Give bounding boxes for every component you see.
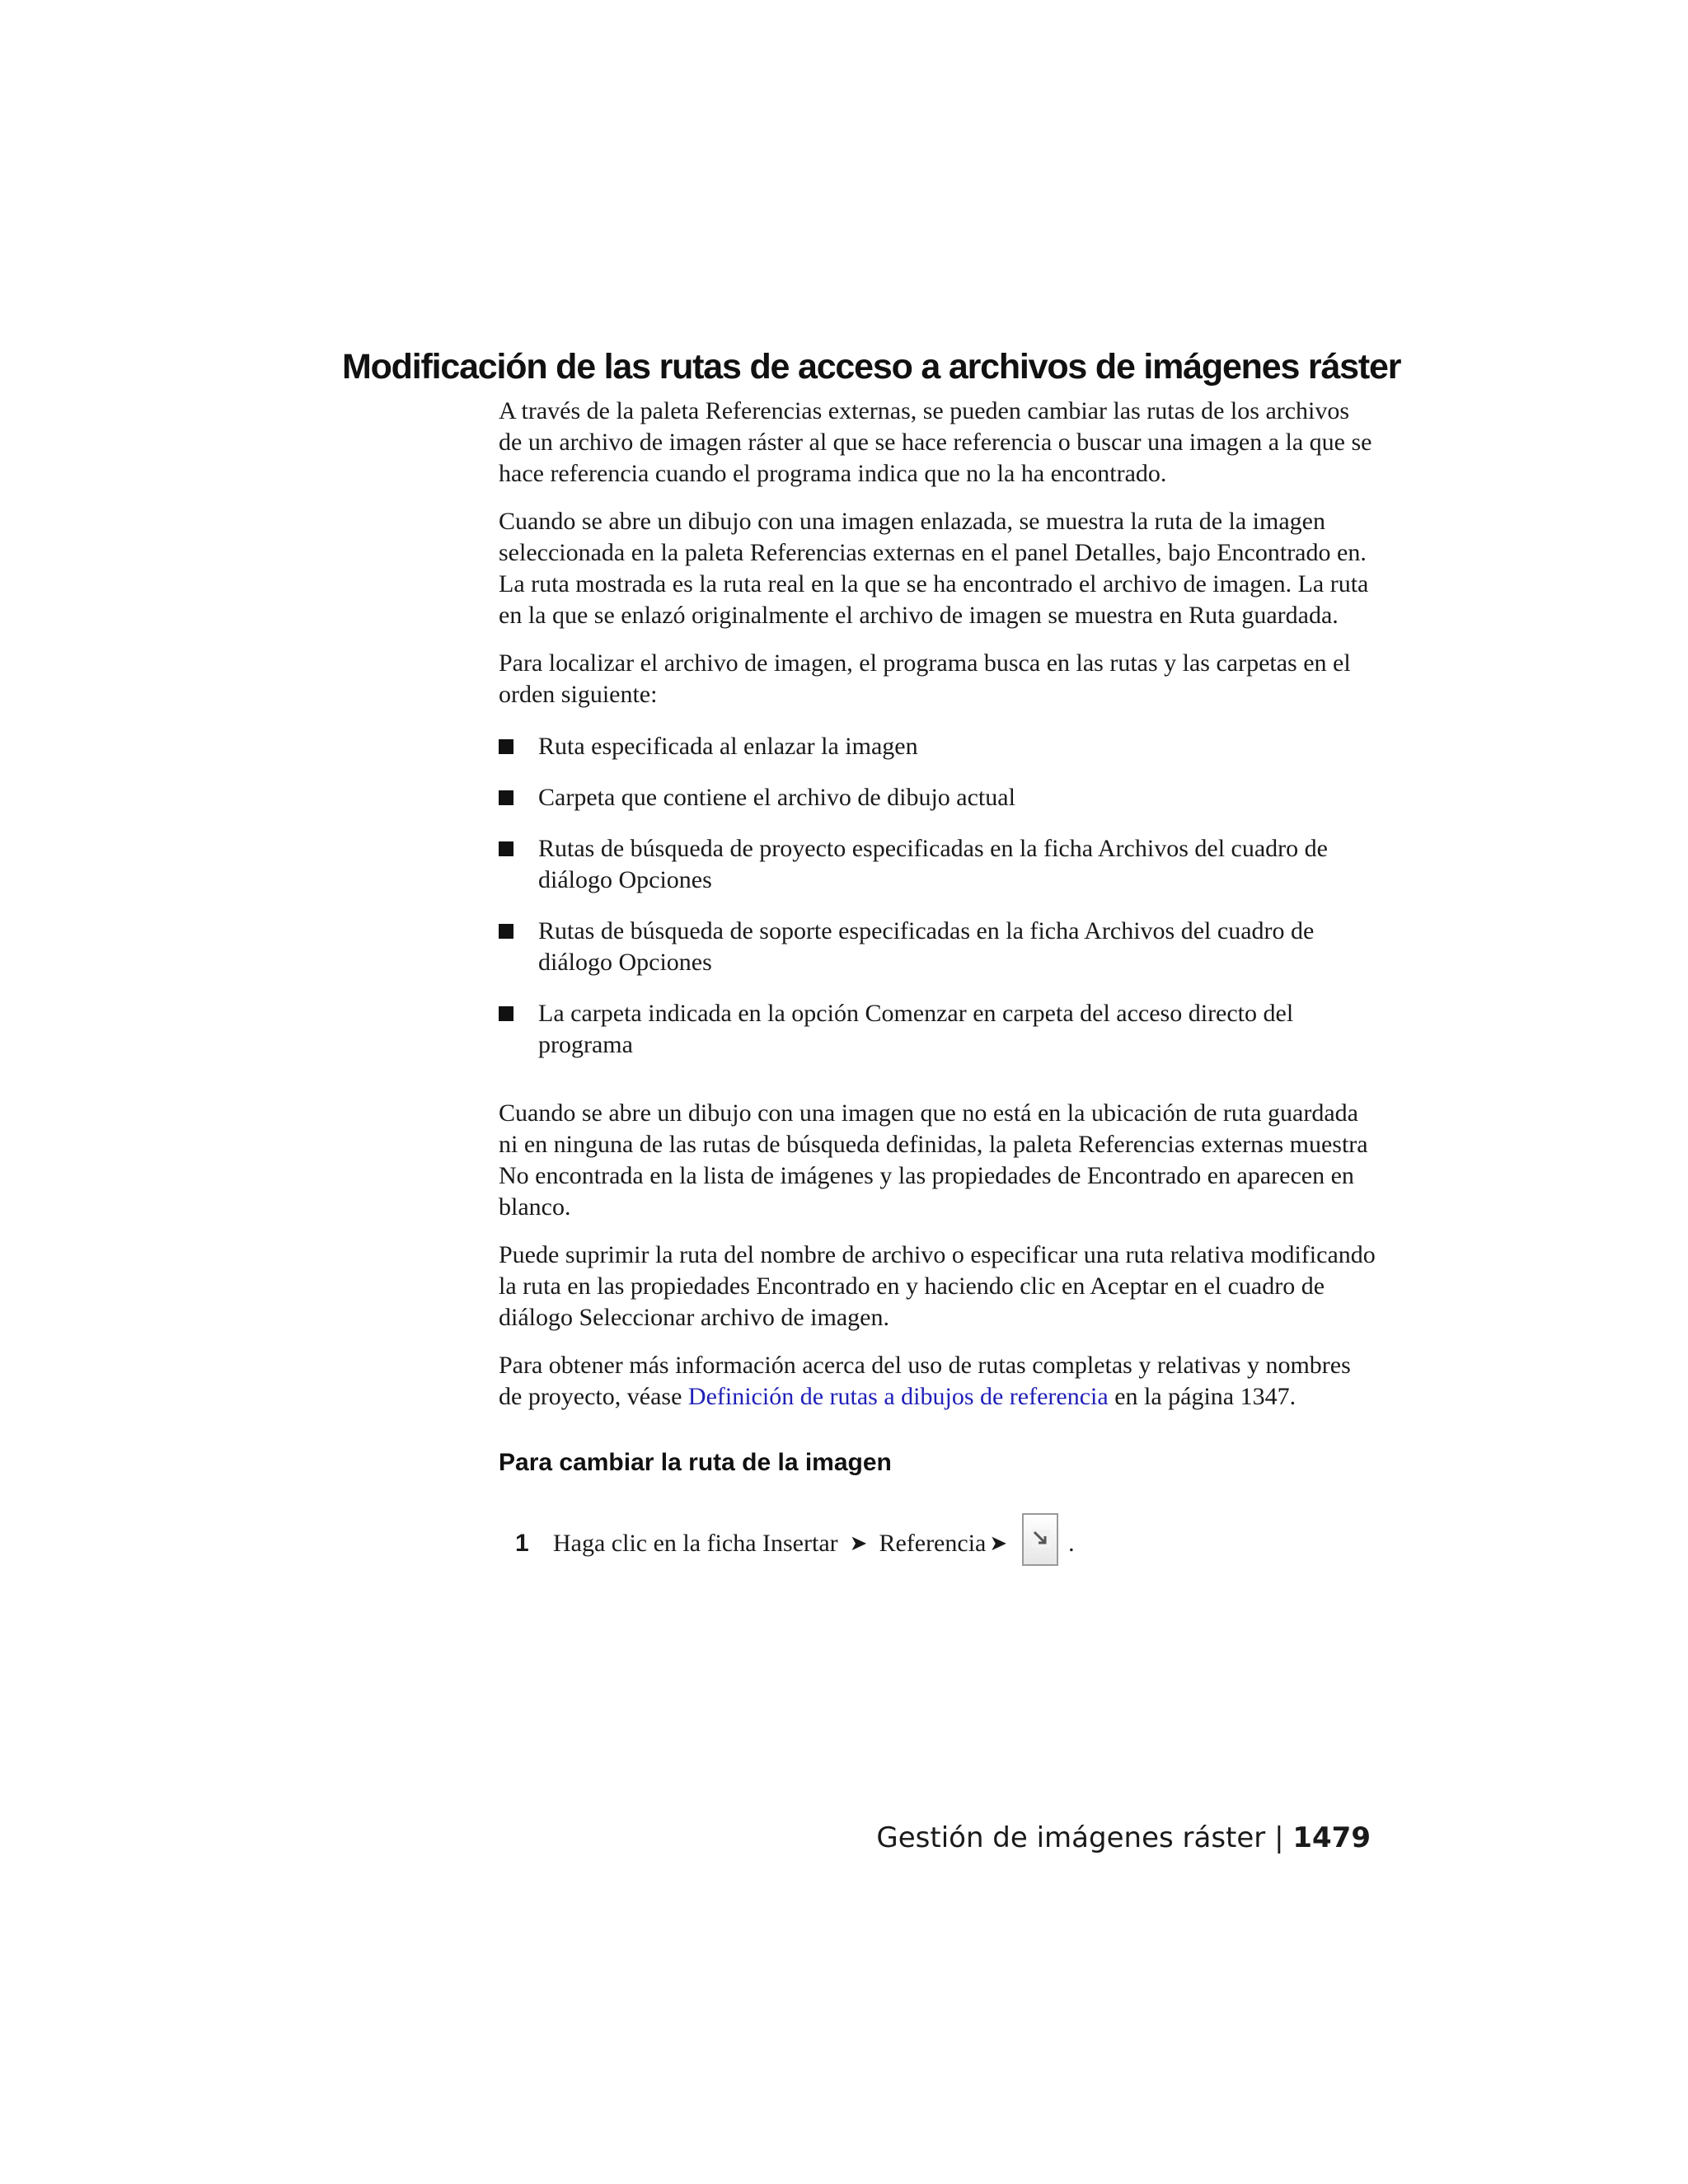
- step-text-reference: Referencia: [879, 1530, 987, 1557]
- step-end-punct: .: [1068, 1530, 1075, 1557]
- xref-link[interactable]: Definición de rutas a dibujos de referencia: [687, 1383, 1109, 1410]
- step-text-insert: Haga clic en la ficha Insertar: [553, 1530, 838, 1557]
- menu-arrow-icon: ➤: [849, 1531, 868, 1556]
- list-item: [499, 998, 1376, 1061]
- list-item-text: Rutas de búsqueda de proyecto especificadas en la ficha Archivos del cuadro de diálogo Opciones: [538, 835, 1328, 893]
- intro-paragraph-2: Cuando se abre un dibujo con una imagen enlazada, se muestra la ruta de la imagen seleccionada en la paleta Referencias externas en el panel Detalles, bajo Encontrado en. La ruta mostrada es la ruta real en la que se ha encontrado el archivo de imagen. La ruta en la que se enlazó originalmente el archivo de imagen se muestra en Ruta guardada.: [499, 508, 1369, 629]
- after-paragraph-1: Cuando se abre un dibujo con una imagen que no está en la ubicación de ruta guardada ni en ninguna de las rutas de búsqueda definidas, la paleta Referencias externas muestra No encontrada en la lista de imágenes y las propiedades de Encontrado en aparecen en blanco.: [499, 1099, 1368, 1221]
- square-bullet-icon: [499, 790, 513, 805]
- square-bullet-icon: [499, 841, 513, 856]
- footer-section-title: Gestión de imágenes ráster: [876, 1821, 1266, 1854]
- intro-paragraph-3: Para localizar el archivo de imagen, el programa busca en las rutas y las carpetas en el orden siguiente:: [499, 649, 1351, 708]
- xref-paragraph: [499, 1350, 1376, 1413]
- square-bullet-icon: [499, 1006, 513, 1021]
- footer-page-number: 1479: [1292, 1821, 1371, 1854]
- search-order-list: [499, 731, 1376, 1061]
- page-title: Modificación de las rutas de acceso a archivos de imágenes ráster: [342, 347, 1401, 387]
- diagonal-arrow-icon: [1032, 1530, 1050, 1548]
- list-item: [499, 782, 1376, 813]
- list-item-text: Rutas de búsqueda de soporte especificadas en la ficha Archivos del cuadro de diálogo Opciones: [538, 917, 1315, 976]
- menu-arrow-icon: ➤: [989, 1531, 1008, 1556]
- list-item-text: Ruta especificada al enlazar la imagen: [538, 733, 918, 760]
- list-item: [499, 833, 1376, 896]
- step-number: 1: [515, 1530, 529, 1557]
- body-column: [499, 396, 1376, 1559]
- square-bullet-icon: [499, 739, 513, 754]
- list-item: [499, 916, 1376, 978]
- list-item-text: La carpeta indicada en la opción Comenzar en carpeta del acceso directo del programa: [538, 1000, 1294, 1058]
- list-item: [499, 731, 1376, 762]
- xref-text-after: en la página 1347.: [1108, 1383, 1296, 1410]
- footer-separator: |: [1274, 1821, 1284, 1854]
- xref-text-before: Para obtener más información acerca del uso de rutas completas y relativas y nombres de proyecto, véase: [499, 1352, 1351, 1410]
- procedure-heading: Para cambiar la ruta de la imagen: [499, 1449, 892, 1476]
- square-bullet-icon: [499, 924, 513, 939]
- external-reference-arrow-icon[interactable]: [1022, 1513, 1058, 1566]
- page-footer: [876, 1820, 1371, 1856]
- list-item-text: Carpeta que contiene el archivo de dibujo actual: [538, 784, 1015, 811]
- intro-paragraph-1: A través de la paleta Referencias externas, se pueden cambiar las rutas de los archivos de un archivo de imagen ráster al que se hace referencia o buscar una imagen a la que se hace referencia cuando el programa indica que no la ha encontrado.: [499, 397, 1372, 487]
- procedure-step-1: [499, 1507, 1376, 1559]
- after-paragraph-2: Puede suprimir la ruta del nombre de archivo o especificar una ruta relativa modificando la ruta en las propiedades Encontrado en y haciendo clic en Aceptar en el cuadro de diálogo Seleccionar archivo de imagen.: [499, 1241, 1376, 1331]
